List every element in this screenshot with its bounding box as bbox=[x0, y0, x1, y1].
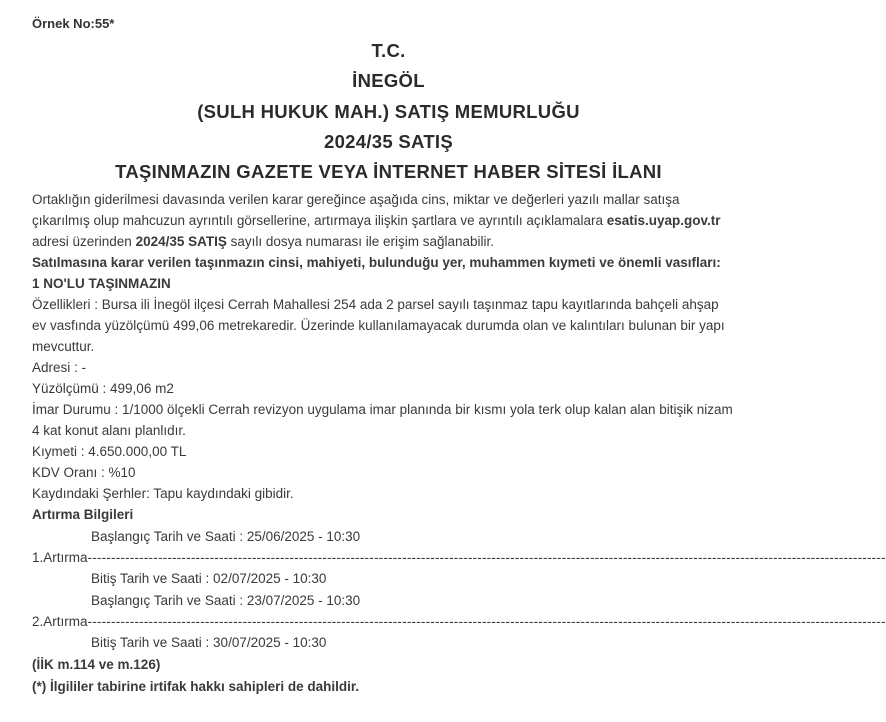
vat-field: KDV Oranı : %10 bbox=[32, 465, 136, 480]
auction-info-title: Artırma Bilgileri bbox=[32, 507, 134, 522]
intro-line-1: Ortaklığın giderilmesi davasında verilen karar gereğince aşağıda cins, miktar ve değerleri yazılı mallar satışa bbox=[32, 192, 680, 207]
auction-1-row bbox=[32, 547, 886, 568]
law-reference: (İİK m.114 ve m.126) bbox=[32, 657, 161, 672]
heading-city: İNEGÖL bbox=[352, 70, 425, 91]
features-line-3: mevcuttur. bbox=[32, 339, 95, 354]
auction-2-start: Başlangıç Tarih ve Saati : 23/07/2025 - 10:30 bbox=[91, 593, 361, 608]
area-field: Yüzölçümü : 499,06 m2 bbox=[32, 381, 174, 396]
auction-1-end: Bitiş Tarih ve Saati : 02/07/2025 - 10:30 bbox=[91, 571, 327, 586]
auction-2-row bbox=[32, 611, 886, 632]
intro-line-2 bbox=[32, 210, 721, 231]
auction-1-start: Başlangıç Tarih ve Saati : 25/06/2025 - 10:30 bbox=[91, 529, 361, 544]
zoning-line-2: 4 kat konut alanı planlıdır. bbox=[32, 423, 186, 438]
sample-number: Örnek No:55* bbox=[32, 16, 115, 31]
features-line-2: ev vasfında yüzölçümü 499,06 metrekaredir. Üzerinde kullanılamayacak durumda olan ve kalıntıları bulunan bir yapı bbox=[32, 318, 725, 333]
esatis-address: esatis.uyap.gov.tr bbox=[606, 213, 721, 228]
section-title: Satılmasına karar verilen taşınmazın cinsi, mahiyeti, bulunduğu yer, muhammen kıymeti ve önemli vasıfları: bbox=[32, 255, 721, 270]
footnote: (*) İlgililer tabirine irtifak hakkı sahipleri de dahildir. bbox=[32, 679, 360, 694]
file-number-inline: 2024/35 SATIŞ bbox=[135, 234, 227, 249]
intro-line-3-text-c: sayılı dosya numarası ile erişim sağlanabilir. bbox=[226, 234, 495, 249]
features-line-1: Özellikleri : Bursa ili İnegöl ilçesi Cerrah Mahallesi 254 ada 2 parsel sayılı taşınmaz tapu kayıtlarında bahçeli ahşap bbox=[32, 297, 719, 312]
zoning-line-1: İmar Durumu : 1/1000 ölçekli Cerrah revizyon uygulama imar planında bir kısmı yola terk olup kalan alan bitişik nizam bbox=[32, 402, 733, 417]
annotations-field: Kaydındaki Şerhler: Tapu kaydındaki gibidir. bbox=[32, 486, 294, 501]
heading-office: (SULH HUKUK MAH.) SATIŞ MEMURLUĞU bbox=[197, 101, 580, 122]
property-title: 1 NO'LU TAŞINMAZIN bbox=[32, 276, 171, 291]
dash-separator: -------------------------------------------------------------------------------------------------------------------------------------------------------------------------- bbox=[87, 550, 886, 565]
heading-file-number: 2024/35 SATIŞ bbox=[323, 131, 454, 152]
address-field: Adresi : - bbox=[32, 360, 87, 375]
auction-2-label: 2.Artırma bbox=[32, 614, 88, 629]
intro-line-2-text: çıkarılmış olup mahcuzun ayrıntılı görsellerine, artırmaya ilişkin şartlara ve ayrıntılı açıklamalara bbox=[32, 213, 607, 228]
auction-2-end: Bitiş Tarih ve Saati : 30/07/2025 - 10:30 bbox=[91, 635, 327, 650]
dash-separator: -------------------------------------------------------------------------------------------------------------------------------------------------------------------------- bbox=[87, 614, 886, 629]
heading-announcement-title: TAŞINMAZIN GAZETE VEYA İNTERNET HABER SİTESİ İLANI bbox=[115, 161, 662, 182]
intro-line-3-text-a: adresi üzerinden bbox=[32, 234, 136, 249]
intro-line-3 bbox=[32, 231, 494, 252]
auction-1-label: 1.Artırma bbox=[32, 550, 88, 565]
value-field: Kıymeti : 4.650.000,00 TL bbox=[32, 444, 187, 459]
heading-tc: T.C. bbox=[371, 40, 406, 61]
